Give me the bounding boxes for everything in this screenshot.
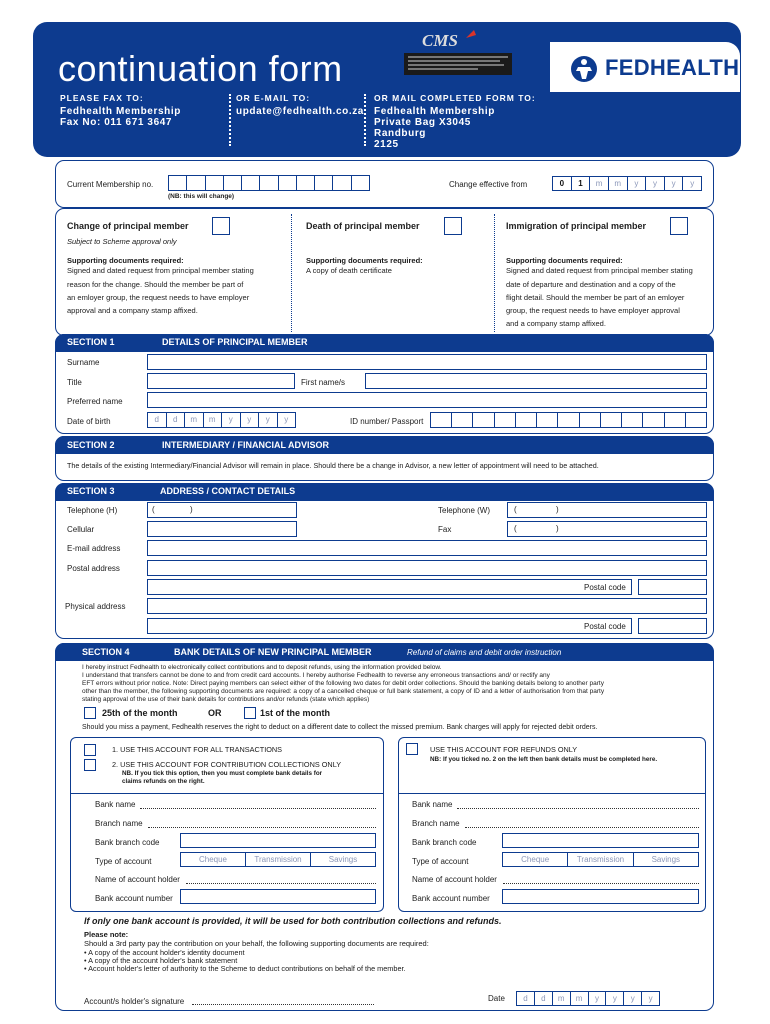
left-acc-num-input[interactable] [180, 889, 376, 904]
effective-label: Change effective from [449, 180, 528, 189]
right-acc-num-label: Bank account number [412, 894, 490, 903]
change-principal-doc-2: reason for the change. Should the member be part of [67, 280, 244, 289]
right-branch-name-label: Branch name [412, 819, 460, 828]
change-principal-title: Change of principal member [67, 221, 189, 231]
right-bank-name-label: Bank name [412, 800, 453, 809]
physical-address-label: Physical address [65, 602, 126, 611]
divider [229, 94, 231, 146]
postal-address-line-2[interactable] [147, 579, 632, 595]
current-membership-label: Current Membership no. [67, 180, 154, 189]
email-value: update@fedhealth.co.za [236, 106, 364, 117]
left-bank-name-label: Bank name [95, 800, 136, 809]
section4-para-4: other than the member, the following supporting documents are required: a copy of a cancelled cheque or full bank statement, a copy of ID and a letter of authorisation from that party [82, 688, 605, 695]
divider [494, 214, 495, 332]
fax-line-1: Fedhealth Membership [60, 106, 181, 117]
immigration-docs-label: Supporting documents required: [506, 256, 623, 265]
section1-header [55, 334, 714, 352]
opt3-label: USE THIS ACCOUNT FOR REFUNDS ONLY [430, 745, 578, 754]
first-names-input[interactable] [365, 373, 707, 389]
surname-label: Surname [67, 358, 100, 367]
section4-header [55, 643, 714, 661]
opt2-label: 2. USE THIS ACCOUNT FOR CONTRIBUTION COLLECTIONS ONLY [112, 760, 342, 769]
immigration-doc-4: group, the request needs to have employer approval [506, 306, 680, 315]
right-holder-label: Name of account holder [412, 875, 497, 884]
fedhealth-emblem-icon [570, 55, 600, 88]
opt2-nb-2: claims refunds on the right. [122, 778, 205, 785]
change-principal-subtitle: Subject to Scheme approval only [67, 237, 177, 246]
surname-input[interactable] [147, 354, 707, 370]
fax-label: PLEASE FAX TO: [60, 93, 144, 103]
right-branch-name-input[interactable] [465, 827, 699, 828]
section2-num: SECTION 2 [67, 440, 115, 450]
immigration-doc-3: flight detail. Should the member be part of an emloyer [506, 293, 685, 302]
fedhealth-logo-text: FEDHEALTH [605, 55, 740, 80]
form-title: continuation form [58, 48, 343, 89]
postal-address-label: Postal address [67, 564, 120, 573]
email-address-label: E-mail address [67, 544, 121, 553]
date1-checkbox[interactable] [244, 707, 256, 719]
section3-header [55, 483, 714, 501]
note-item-3: • Account holder's letter of authority to the Scheme to deduct contributions on behalf of the member. [84, 964, 406, 973]
tel-w-label: Telephone (W) [438, 506, 491, 515]
death-principal-doc-1: A copy of death certificate [306, 266, 392, 275]
physical-postal-code-label: Postal code [584, 622, 626, 631]
change-principal-docs-label: Supporting documents required: [67, 256, 184, 265]
tel-h-input[interactable]: ( ) [147, 502, 297, 518]
title-input[interactable] [147, 373, 295, 389]
opt3-nb: NB: If you ticked no. 2 on the left then bank details must be completed here. [430, 756, 658, 763]
mail-line-1: Fedhealth Membership [374, 106, 495, 117]
opt2-checkbox[interactable] [84, 759, 96, 771]
left-holder-input[interactable] [186, 883, 376, 884]
opt1-label: 1. USE THIS ACCOUNT FOR ALL TRANSACTIONS [112, 745, 283, 754]
right-branch-code-label: Bank branch code [412, 838, 477, 847]
section2-title: INTERMEDIARY / FINANCIAL ADVISOR [162, 440, 330, 450]
id-input[interactable] [430, 412, 707, 428]
right-branch-code-input[interactable] [502, 833, 699, 848]
missed-payment-note: Should you miss a payment, Fedhealth reserves the right to deduct on a different date to collect the missed premium. Bank charges will apply for rejected debit orders. [82, 724, 598, 731]
date1-label: 1st of the month [260, 708, 330, 718]
one-account-note: If only one bank account is provided, it will be used for both contribution collections and refunds. [84, 916, 502, 926]
left-branch-name-label: Branch name [95, 819, 143, 828]
right-holder-input[interactable] [503, 883, 699, 884]
section4-para-2: I understand that transfers cannot be done to and from credit card accounts. I hereby authorise Fedhealth to reverse any erroneous transactions and/ or rectify any [82, 672, 550, 679]
death-principal-checkbox[interactable] [444, 217, 462, 235]
postal-address-line-1[interactable] [147, 560, 707, 576]
physical-address-line-2[interactable] [147, 618, 632, 634]
please-note-label: Please note: [84, 930, 129, 939]
tel-w-input[interactable]: ( ) [507, 502, 707, 518]
mail-line-2: Private Bag X3045 [374, 117, 471, 128]
divider [291, 214, 292, 332]
section1-num: SECTION 1 [67, 337, 115, 347]
signature-date-input[interactable]: d d m m y y y y [516, 991, 660, 1006]
section4-num: SECTION 4 [82, 647, 130, 657]
mail-line-3: Randburg [374, 128, 427, 139]
cellular-label: Cellular [67, 525, 95, 534]
opt2-nb-1: NB. If you tick this option, then you must complete bank details for [122, 770, 323, 777]
opt3-checkbox[interactable] [406, 743, 418, 755]
divider [364, 94, 366, 146]
death-principal-docs-label: Supporting documents required: [306, 256, 423, 265]
left-acc-num-label: Bank account number [95, 894, 173, 903]
death-principal-title: Death of principal member [306, 221, 420, 231]
third-party-note: Should a 3rd party pay the contribution on your behalf, the following supporting documents are required: [84, 939, 429, 948]
physical-postal-code-input[interactable] [638, 618, 707, 634]
fax-input[interactable]: ( ) [507, 521, 707, 537]
left-acc-type-select[interactable]: Cheque Transmission Savings [180, 852, 376, 867]
section2-header [55, 436, 714, 454]
immigration-doc-1: Signed and dated request from principal member stating [506, 266, 693, 275]
signature-input[interactable] [192, 1004, 374, 1005]
section4-title: BANK DETAILS OF NEW PRINCIPAL MEMBER [174, 647, 372, 657]
note-item-1: • A copy of the account holder's identity document [84, 948, 245, 957]
section2-text: The details of the existing Intermediary/Financial Advisor will remain in place. Should there be a change in Advisor, a new letter of appointment will need to be attached. [67, 461, 599, 470]
right-acc-type-label: Type of account [412, 857, 469, 866]
dob-label: Date of birth [67, 417, 111, 426]
left-branch-name-input[interactable] [148, 827, 376, 828]
change-principal-checkbox[interactable] [212, 217, 230, 235]
physical-address-line-1[interactable] [147, 598, 707, 614]
right-acc-num-input[interactable] [502, 889, 699, 904]
immigration-principal-checkbox[interactable] [670, 217, 688, 235]
section4-para-5: stating approval of the use of their bank details for contributions and/or refunds (state which applies) [82, 696, 370, 703]
dob-input[interactable]: d d m m y y y y [147, 412, 296, 428]
fax-label-field: Fax [438, 525, 452, 534]
signature-label: Account/s holder's signature [84, 997, 185, 1006]
immigration-doc-5: and a company stamp affixed. [506, 319, 606, 328]
left-acc-type-label: Type of account [95, 857, 152, 866]
left-bank-name-input[interactable] [140, 808, 376, 809]
section4-para-3: EFT errors without prior notice. Note: Direct paying members can select either of the following two dates for debit order collections. Should the banking details belong to another party [82, 680, 604, 687]
date25-label: 25th of the month [102, 708, 178, 718]
date25-checkbox[interactable] [84, 707, 96, 719]
note-item-2: • A copy of the account holder's bank statement [84, 956, 238, 965]
section1-title: DETAILS OF PRINCIPAL MEMBER [162, 337, 308, 347]
left-holder-label: Name of account holder [95, 875, 180, 884]
first-names-label: First name/s [301, 378, 346, 387]
membership-nb: (NB: this will change) [168, 193, 235, 200]
or-label: OR [208, 708, 222, 718]
right-acc-type-select[interactable]: Cheque Transmission Savings [502, 852, 699, 867]
date-label: Date [488, 994, 505, 1003]
svg-text:CMS: CMS [422, 31, 458, 50]
immigration-principal-title: Immigration of principal member [506, 221, 647, 231]
divider [70, 793, 384, 794]
immigration-doc-2: date of departure and destination and a copy of the [506, 280, 676, 289]
email-label: OR E-MAIL TO: [236, 93, 311, 103]
section4-subtitle: Refund of claims and debit order instruction [407, 648, 562, 657]
email-address-input[interactable] [147, 540, 707, 556]
postal-code-input[interactable] [638, 579, 707, 595]
right-bank-name-input[interactable] [457, 808, 699, 809]
mail-line-4: 2125 [374, 139, 399, 150]
section4-para-1: I hereby instruct Fedhealth to electronically collect contributions and to deposit refunds, using the information provided below. [82, 664, 442, 671]
change-principal-doc-3: an emloyer group, the request needs to have employer [67, 293, 250, 302]
left-branch-code-input[interactable] [180, 833, 376, 848]
left-branch-code-label: Bank branch code [95, 838, 160, 847]
effective-date-input[interactable]: 0 1 m m y y y y [552, 176, 702, 191]
section3-title: ADDRESS / CONTACT DETAILS [160, 486, 296, 496]
cellular-input[interactable] [147, 521, 297, 537]
preferred-name-input[interactable] [147, 392, 707, 408]
id-label: ID number/ Passport [350, 417, 424, 426]
title-label: Title [67, 378, 82, 387]
cms-logo [404, 26, 512, 78]
opt1-checkbox[interactable] [84, 744, 96, 756]
fax-line-2: Fax No: 011 671 3647 [60, 117, 173, 128]
mail-label: OR MAIL COMPLETED FORM TO: [374, 93, 536, 103]
divider [398, 793, 706, 794]
section3-num: SECTION 3 [67, 486, 115, 496]
tel-h-label: Telephone (H) [67, 506, 118, 515]
change-principal-doc-1: Signed and dated request from principal member stating [67, 266, 254, 275]
membership-number-input[interactable] [168, 175, 370, 191]
postal-code-label: Postal code [584, 583, 626, 592]
preferred-name-label: Preferred name [67, 397, 123, 406]
change-principal-doc-4: approval and a company stamp affixed. [67, 306, 198, 315]
